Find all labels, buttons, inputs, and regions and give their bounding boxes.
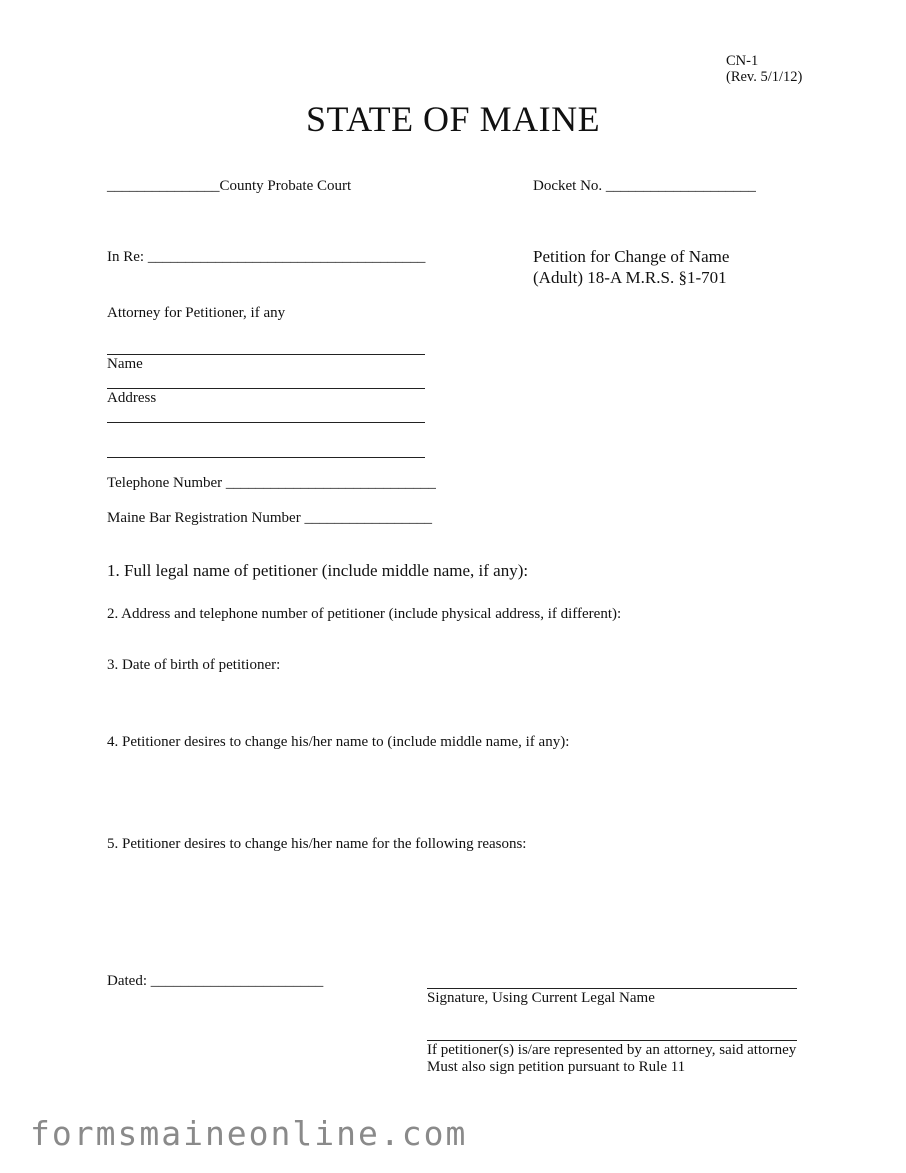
petition-title-line2: (Adult) 18-A M.R.S. §1-701 bbox=[533, 268, 727, 287]
county-court-label: County Probate Court bbox=[219, 178, 352, 194]
attorney-address-line-3[interactable] bbox=[107, 457, 425, 458]
attorney-signature-line[interactable] bbox=[427, 1040, 797, 1041]
attorney-heading: Attorney for Petitioner, if any bbox=[107, 305, 286, 321]
docket-line bbox=[533, 178, 756, 195]
item-full-legal-name: 1. Full legal name of petitioner (include middle name, if any): bbox=[107, 561, 529, 580]
petitioner-signature-label: Signature, Using Current Legal Name bbox=[427, 990, 655, 1006]
docket-label: Docket No. bbox=[533, 178, 603, 194]
item-address-telephone: 2. Address and telephone number of petitioner (include physical address, if different): bbox=[107, 606, 622, 622]
petitioner-signature-line[interactable] bbox=[427, 988, 797, 989]
attorney-telephone-label: Telephone Number bbox=[107, 475, 223, 491]
dated-label: Dated: bbox=[107, 973, 147, 989]
attorney-bar-blank[interactable]: _________________ bbox=[304, 510, 432, 526]
attorney-telephone-blank[interactable]: ____________________________ bbox=[225, 475, 436, 491]
dated-blank[interactable]: _______________________ bbox=[150, 973, 324, 989]
item-new-name: 4. Petitioner desires to change his/her name to (include middle name, if any): bbox=[107, 734, 570, 750]
attorney-address-line-2[interactable] bbox=[107, 422, 425, 423]
county-court-line bbox=[107, 178, 351, 195]
form-code: CN-1 bbox=[726, 53, 759, 69]
in-re-blank[interactable]: _____________________________________ bbox=[147, 249, 426, 265]
attorney-signature-note-1: If petitioner(s) is/are represented by an attorney, said attorney bbox=[427, 1042, 797, 1058]
attorney-name-line[interactable] bbox=[107, 354, 425, 355]
attorney-bar-line bbox=[107, 510, 432, 527]
item-date-of-birth: 3. Date of birth of petitioner: bbox=[107, 657, 281, 673]
county-blank[interactable]: _______________ bbox=[107, 178, 220, 194]
attorney-telephone-line bbox=[107, 475, 436, 492]
attorney-address-label: Address bbox=[107, 390, 157, 406]
site-watermark: formsmaineonline.com bbox=[30, 1114, 468, 1153]
docket-blank[interactable]: ____________________ bbox=[605, 178, 756, 194]
attorney-name-label: Name bbox=[107, 356, 143, 372]
attorney-bar-label: Maine Bar Registration Number bbox=[107, 510, 301, 526]
in-re-line bbox=[107, 249, 425, 266]
form-revision: (Rev. 5/1/12) bbox=[726, 69, 803, 85]
item-reasons: 5. Petitioner desires to change his/her name for the following reasons: bbox=[107, 836, 527, 852]
attorney-signature-note-2: Must also sign petition pursuant to Rule 11 bbox=[427, 1059, 686, 1075]
dated-line bbox=[107, 973, 323, 990]
in-re-label: In Re: bbox=[107, 249, 145, 265]
petition-title-line1: Petition for Change of Name bbox=[533, 247, 730, 266]
page-title: STATE OF MAINE bbox=[305, 99, 601, 139]
attorney-address-line-1[interactable] bbox=[107, 388, 425, 389]
